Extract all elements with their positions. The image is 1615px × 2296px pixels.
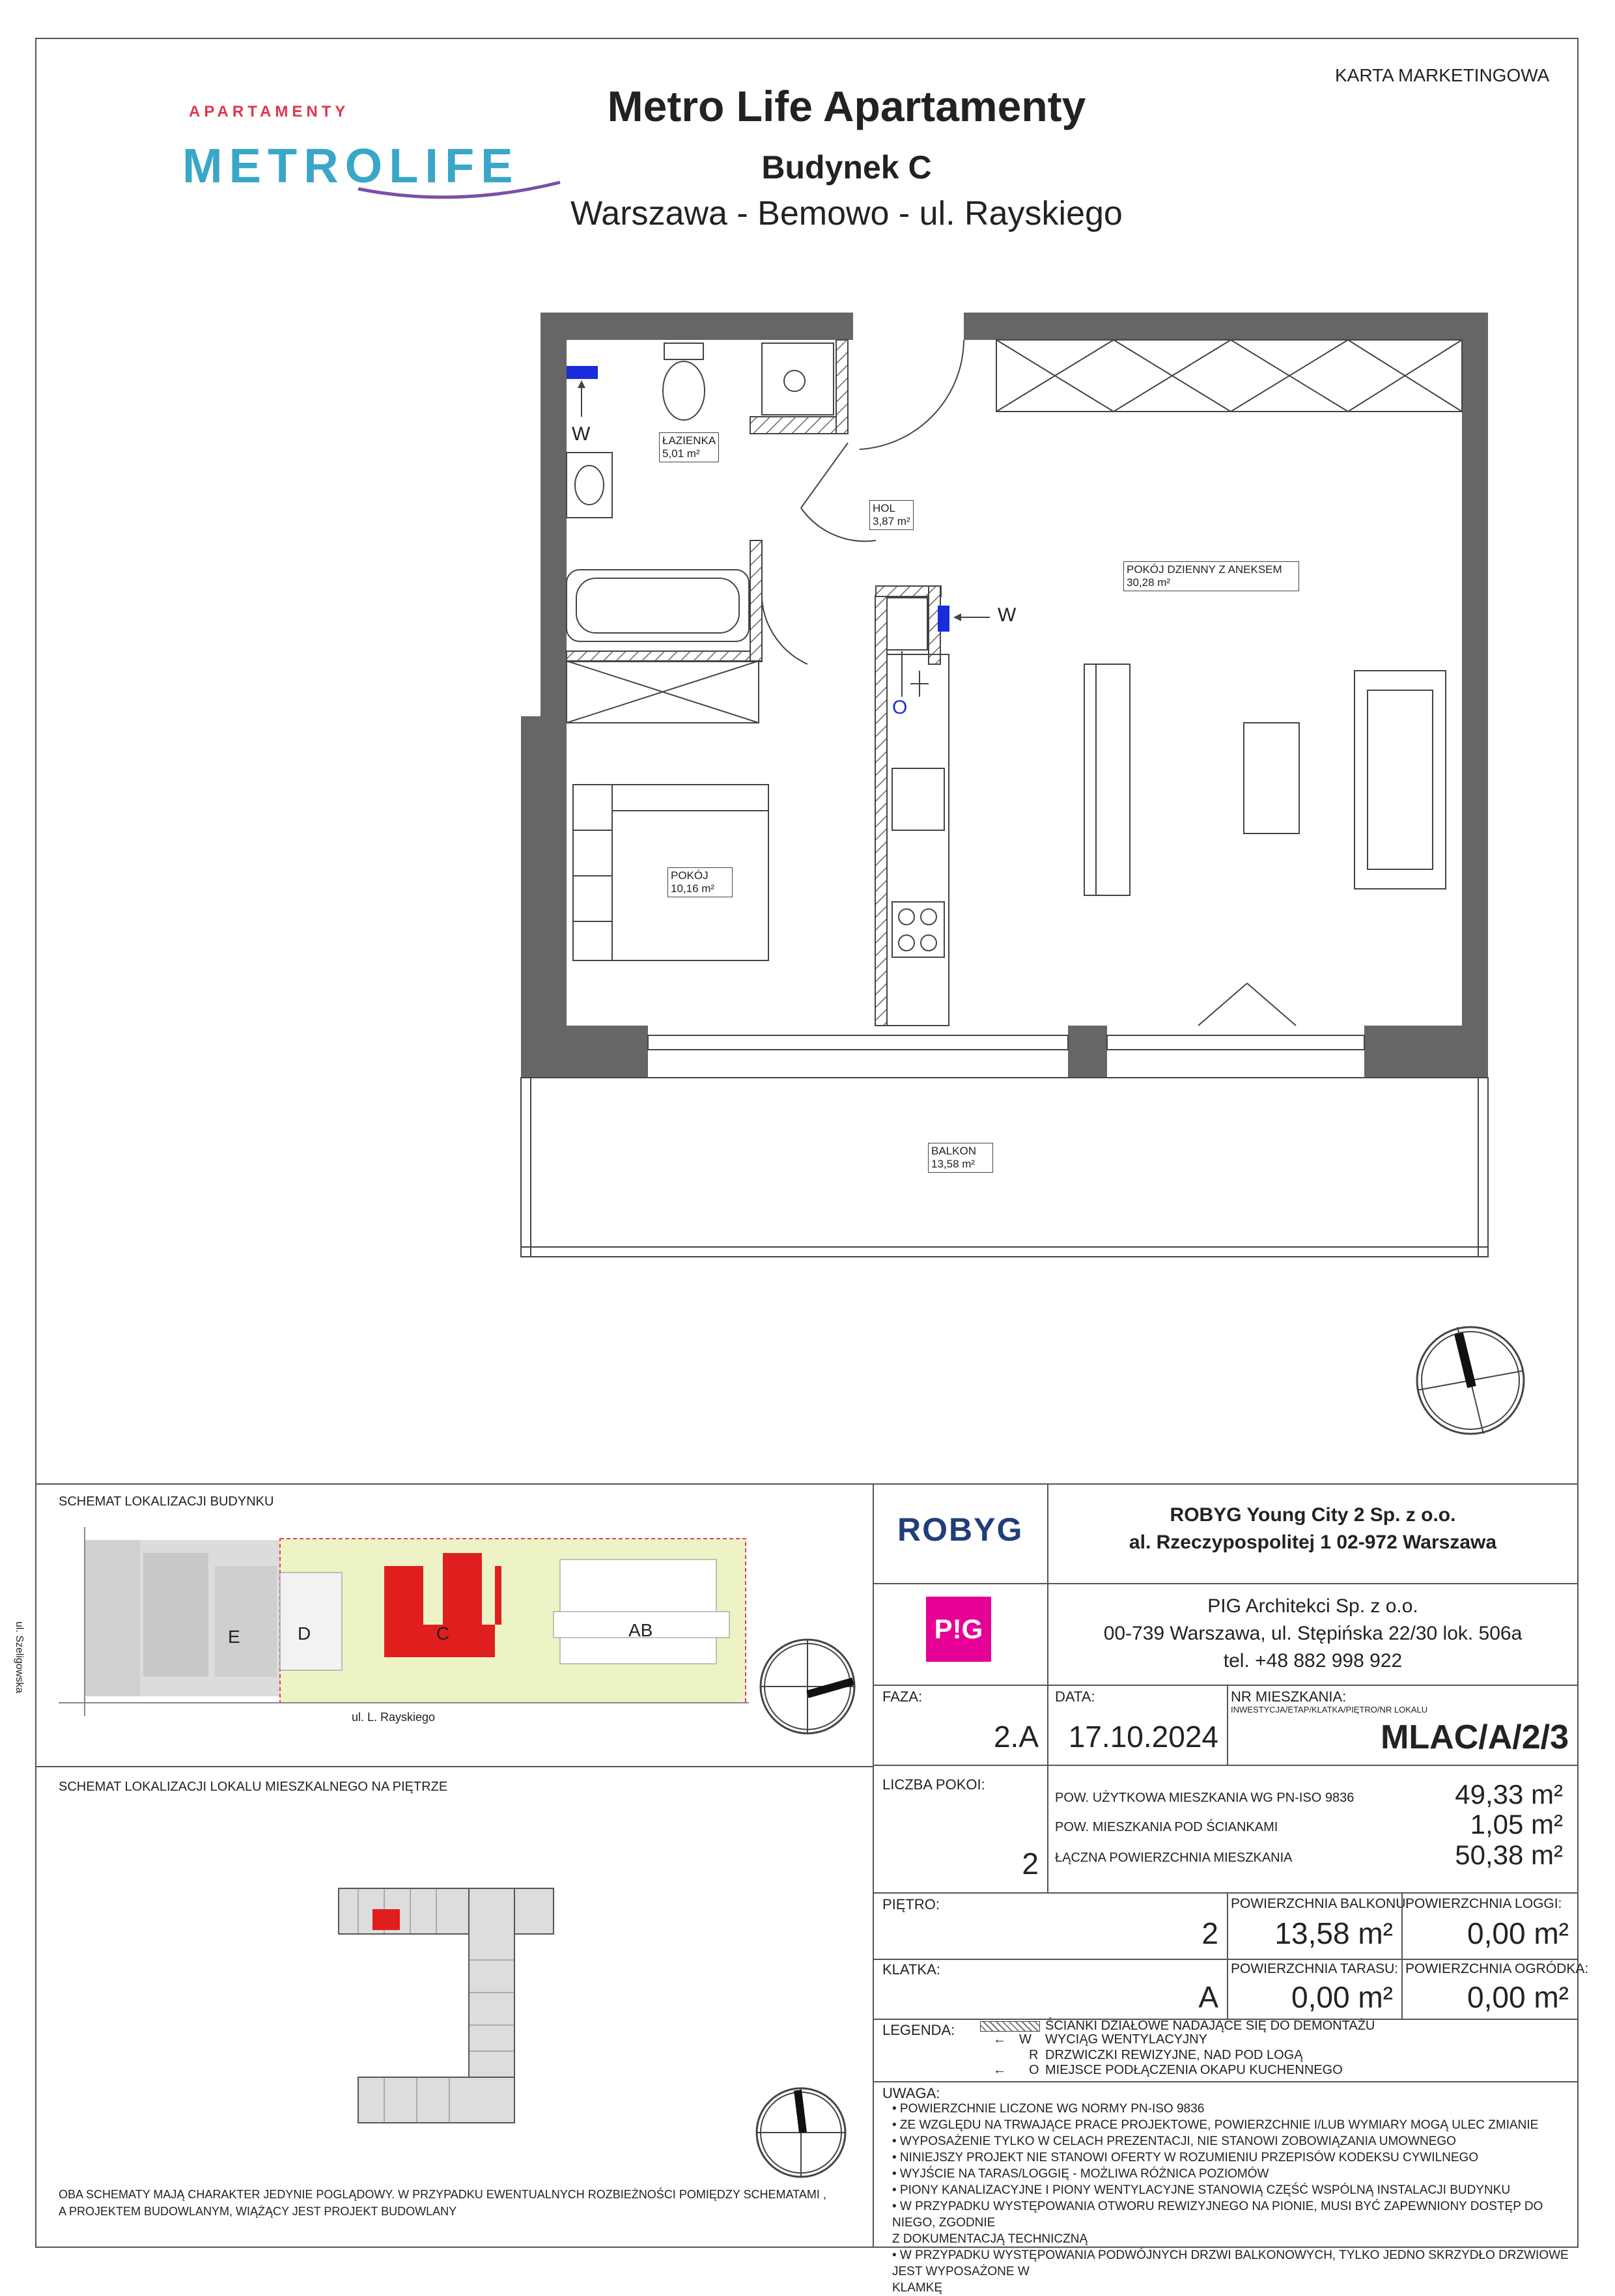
architect-address: 00-739 Warszawa, ul. Stępińska 22/30 lok. 506a (1103, 1623, 1523, 1644)
pietro-label: PIĘTRO: (882, 1896, 940, 1912)
klatka-value: A (1198, 1980, 1218, 2014)
legend-arrow-o: ← (993, 2063, 1006, 2077)
street-side-label: ul. Szeligowska (14, 1621, 25, 1694)
balkon-label: POWIERZCHNIA BALKONU: (1231, 1896, 1410, 1911)
room-area: 13,58 m² (931, 1158, 976, 1170)
note-item: Z DOKUMENTACJĄ TECHNICZNĄ (892, 2232, 1088, 2246)
floor-plan (508, 306, 1511, 1270)
logo-main-text: METROLIFE (182, 139, 520, 193)
architect-phone: tel. +48 882 998 922 (1223, 1650, 1403, 1672)
location-scheme-title: SCHEMAT LOKALIZACJI BUDYNKU (59, 1494, 274, 1509)
marker-o-kitchen: O (892, 697, 908, 718)
pow-uzyt-label: POW. UŻYTKOWA MIESZKANIA WG PN-ISO 9836 (1055, 1791, 1355, 1805)
left-section-divider (35, 1766, 873, 1767)
note-item: • WYPOSAŻENIE TYLKO W CELACH PREZENTACJI, NIE STANOWI ZOBOWIĄZANIA UMOWNEGO (892, 2135, 1456, 2148)
room-label-pokoj (667, 867, 733, 897)
note-item: • W PRZYPADKU WYSTĘPOWANIA OTWORU REWIZYJNEGO NA PIONIE, MUSI BYĆ ZAPEWNIONY DOSTĘP DO NIEGO, ZGODNIE (892, 2200, 1543, 2230)
location-line: Warszawa - Bemowo - ul. Rayskiego (570, 195, 1123, 232)
building-label-e: E (228, 1627, 240, 1647)
note-item: • POWIERZCHNIE LICZONE WG NORMY PN-ISO 9836 (892, 2102, 1205, 2116)
investor-name: ROBYG Young City 2 Sp. z o.o. (1170, 1504, 1456, 1526)
notes-list (892, 2101, 1569, 2296)
note-item: • PIONY KANALIZACYJNE I PIONY WENTYLACYJNE STANOWIĄ CZĘŚĆ WSPÓLNĄ INSTALACJI BUDYNKU (892, 2183, 1511, 2197)
faza-value: 2.A (993, 1720, 1039, 1754)
pow-laczna-value: 50,38 m² (1455, 1840, 1563, 1870)
nr-label: NR MIESZKANIA: (1231, 1688, 1347, 1705)
disclaimer-line-1: OBA SCHEMATY MAJĄ CHARAKTER JEDYNIE POGLĄDOWY. W PRZYPADKU EWENTUALNYCH ROZBIEŻNOŚCI POMIĘDZY SCHEMATAMI , (59, 2188, 826, 2201)
pokoi-value: 2 (1022, 1847, 1039, 1881)
marker-w-kitchen: W (998, 604, 1017, 626)
nr-value: MLAC/A/2/3 (1381, 1718, 1569, 1756)
metrolife-logo (156, 72, 560, 241)
pig-logo: P!G (926, 1597, 991, 1662)
karta-label: KARTA MARKETINGOWA (1335, 65, 1550, 85)
building-label-c: C (436, 1623, 450, 1644)
pow-scianki-label: POW. MIESZKANIA POD ŚCIANKAMI (1055, 1820, 1278, 1834)
legend-arrow-w: ← (993, 2032, 1006, 2047)
floor-scheme-title: SCHEMAT LOKALIZACJI LOKALU MIESZKALNEGO NA PIĘTRZE (59, 1780, 448, 1794)
room-label-pokoj-dzienny (1123, 561, 1299, 591)
room-label-hol (869, 500, 914, 530)
room-label-balkon (928, 1143, 993, 1173)
pow-scianki-value: 1,05 m² (1470, 1809, 1563, 1840)
note-item: • NINIEJSZY PROJEKT NIE STANOWI OFERTY W ROZUMIENIU PRZEPISÓW KODEKSU CYWILNEGO (892, 2151, 1479, 2164)
investor-address: al. Rzeczypospolitej 1 02-972 Warszawa (1129, 1532, 1497, 1553)
logo-swoosh-icon (352, 117, 567, 208)
room-name: BALKON (931, 1145, 976, 1157)
pokoi-label: LICZBA POKOI: (882, 1776, 985, 1793)
pow-uzyt-value: 49,33 m² (1455, 1779, 1563, 1810)
location-compass-icon (755, 1634, 860, 1739)
taras-value: 0,00 m² (1291, 1980, 1393, 2014)
room-area: 30,28 m² (1127, 576, 1171, 589)
notes-label: UWAGA: (882, 2085, 940, 2101)
room-name: HOL (873, 502, 895, 514)
klatka-label: KLATKA: (882, 1961, 940, 1978)
building-label-ab: AB (628, 1620, 653, 1640)
compass-icon (1412, 1322, 1529, 1439)
disclaimer-line-2: A PROJEKTEM BUDOWLANYM, WIĄŻĄCY JEST PROJEKT BUDOWLANY (59, 2205, 457, 2218)
faza-label: FAZA: (882, 1688, 923, 1705)
balkon-value: 13,58 m² (1274, 1916, 1393, 1950)
note-item: • ZE WZGLĘDU NA TRWAJĄCE PRACE PROJEKTOWE, POWIERZCHNIE I/LUB WYMIARY MOGĄ ULEC ZMIANIE (892, 2118, 1539, 2132)
room-label-lazienka (659, 432, 719, 462)
floor-compass-icon (752, 2084, 850, 2181)
room-area: 3,87 m² (873, 515, 910, 527)
pietro-value: 2 (1201, 1916, 1218, 1950)
legend-item-3: DRZWICZKI REWIZYJNE, NAD POD LOGĄ (1045, 2048, 1303, 2062)
note-item: • WYJŚCIE NA TARAS/LOGGIĘ - MOŻLIWA RÓŻNICA POZIOMÓW (892, 2167, 1269, 2181)
project-title: Metro Life Apartamenty (607, 82, 1086, 130)
legend-key-o: O (1029, 2063, 1039, 2077)
legend-label: LEGENDA: (882, 2022, 955, 2038)
room-name: POKÓJ DZIENNY Z ANEKSEM (1127, 563, 1282, 576)
building-label-d: D (298, 1623, 311, 1644)
architect-name: PIG Architekci Sp. z o.o. (1207, 1595, 1418, 1617)
data-value: 17.10.2024 (1068, 1720, 1218, 1754)
room-name: POKÓJ (671, 869, 709, 882)
room-area: 10,16 m² (671, 882, 715, 895)
nr-sublabel: INWESTYCJA/ETAP/KLATKA/PIĘTRO/NR LOKALU (1231, 1705, 1428, 1715)
legend-hatch-icon (980, 2021, 1040, 2032)
robyg-logo: ROBYG (897, 1511, 1024, 1548)
room-name: ŁAZIENKA (662, 434, 716, 447)
floor-scheme-map (332, 1882, 567, 2142)
note-item: KLAMKĘ (892, 2281, 943, 2295)
legend-key-w: W (1019, 2032, 1032, 2047)
loggia-value: 0,00 m² (1467, 1916, 1569, 1950)
logo-top-text: APARTAMENTY (189, 103, 350, 120)
legend-key-r: R (1029, 2048, 1039, 2062)
taras-label: POWIERZCHNIA TARASU: (1231, 1961, 1399, 1976)
legend-item-4: MIEJSCE PODŁĄCZENIA OKAPU KUCHENNEGO (1045, 2063, 1343, 2077)
legend-item-1: ŚCIANKI DZIAŁOWE NADAJĄCE SIĘ DO DEMONTAŻU (1045, 2019, 1375, 2033)
data-label: DATA: (1055, 1688, 1095, 1705)
legend-item-2: WYCIĄG WENTYLACYJNY (1045, 2032, 1207, 2047)
building-subtitle: Budynek C (761, 149, 932, 186)
pow-laczna-label: ŁĄCZNA POWIERZCHNIA MIESZKANIA (1055, 1851, 1293, 1865)
loggia-label: POWIERZCHNIA LOGGI: (1405, 1896, 1562, 1911)
room-area: 5,01 m² (662, 447, 700, 460)
note-item: • W PRZYPADKU WYSTĘPOWANIA PODWÓJNYCH DRZWI BALKONOWYCH, TYLKO JEDNO SKRZYDŁO DRZWIOWE JEST WYPOSAŻONE W (892, 2248, 1569, 2278)
marker-w-bathroom: W (572, 423, 591, 445)
ogrodek-value: 0,00 m² (1467, 1980, 1569, 2014)
street-bottom-label: ul. L. Rayskiego (352, 1711, 436, 1724)
ogrodek-label: POWIERZCHNIA OGRÓDKA: (1405, 1961, 1589, 1976)
